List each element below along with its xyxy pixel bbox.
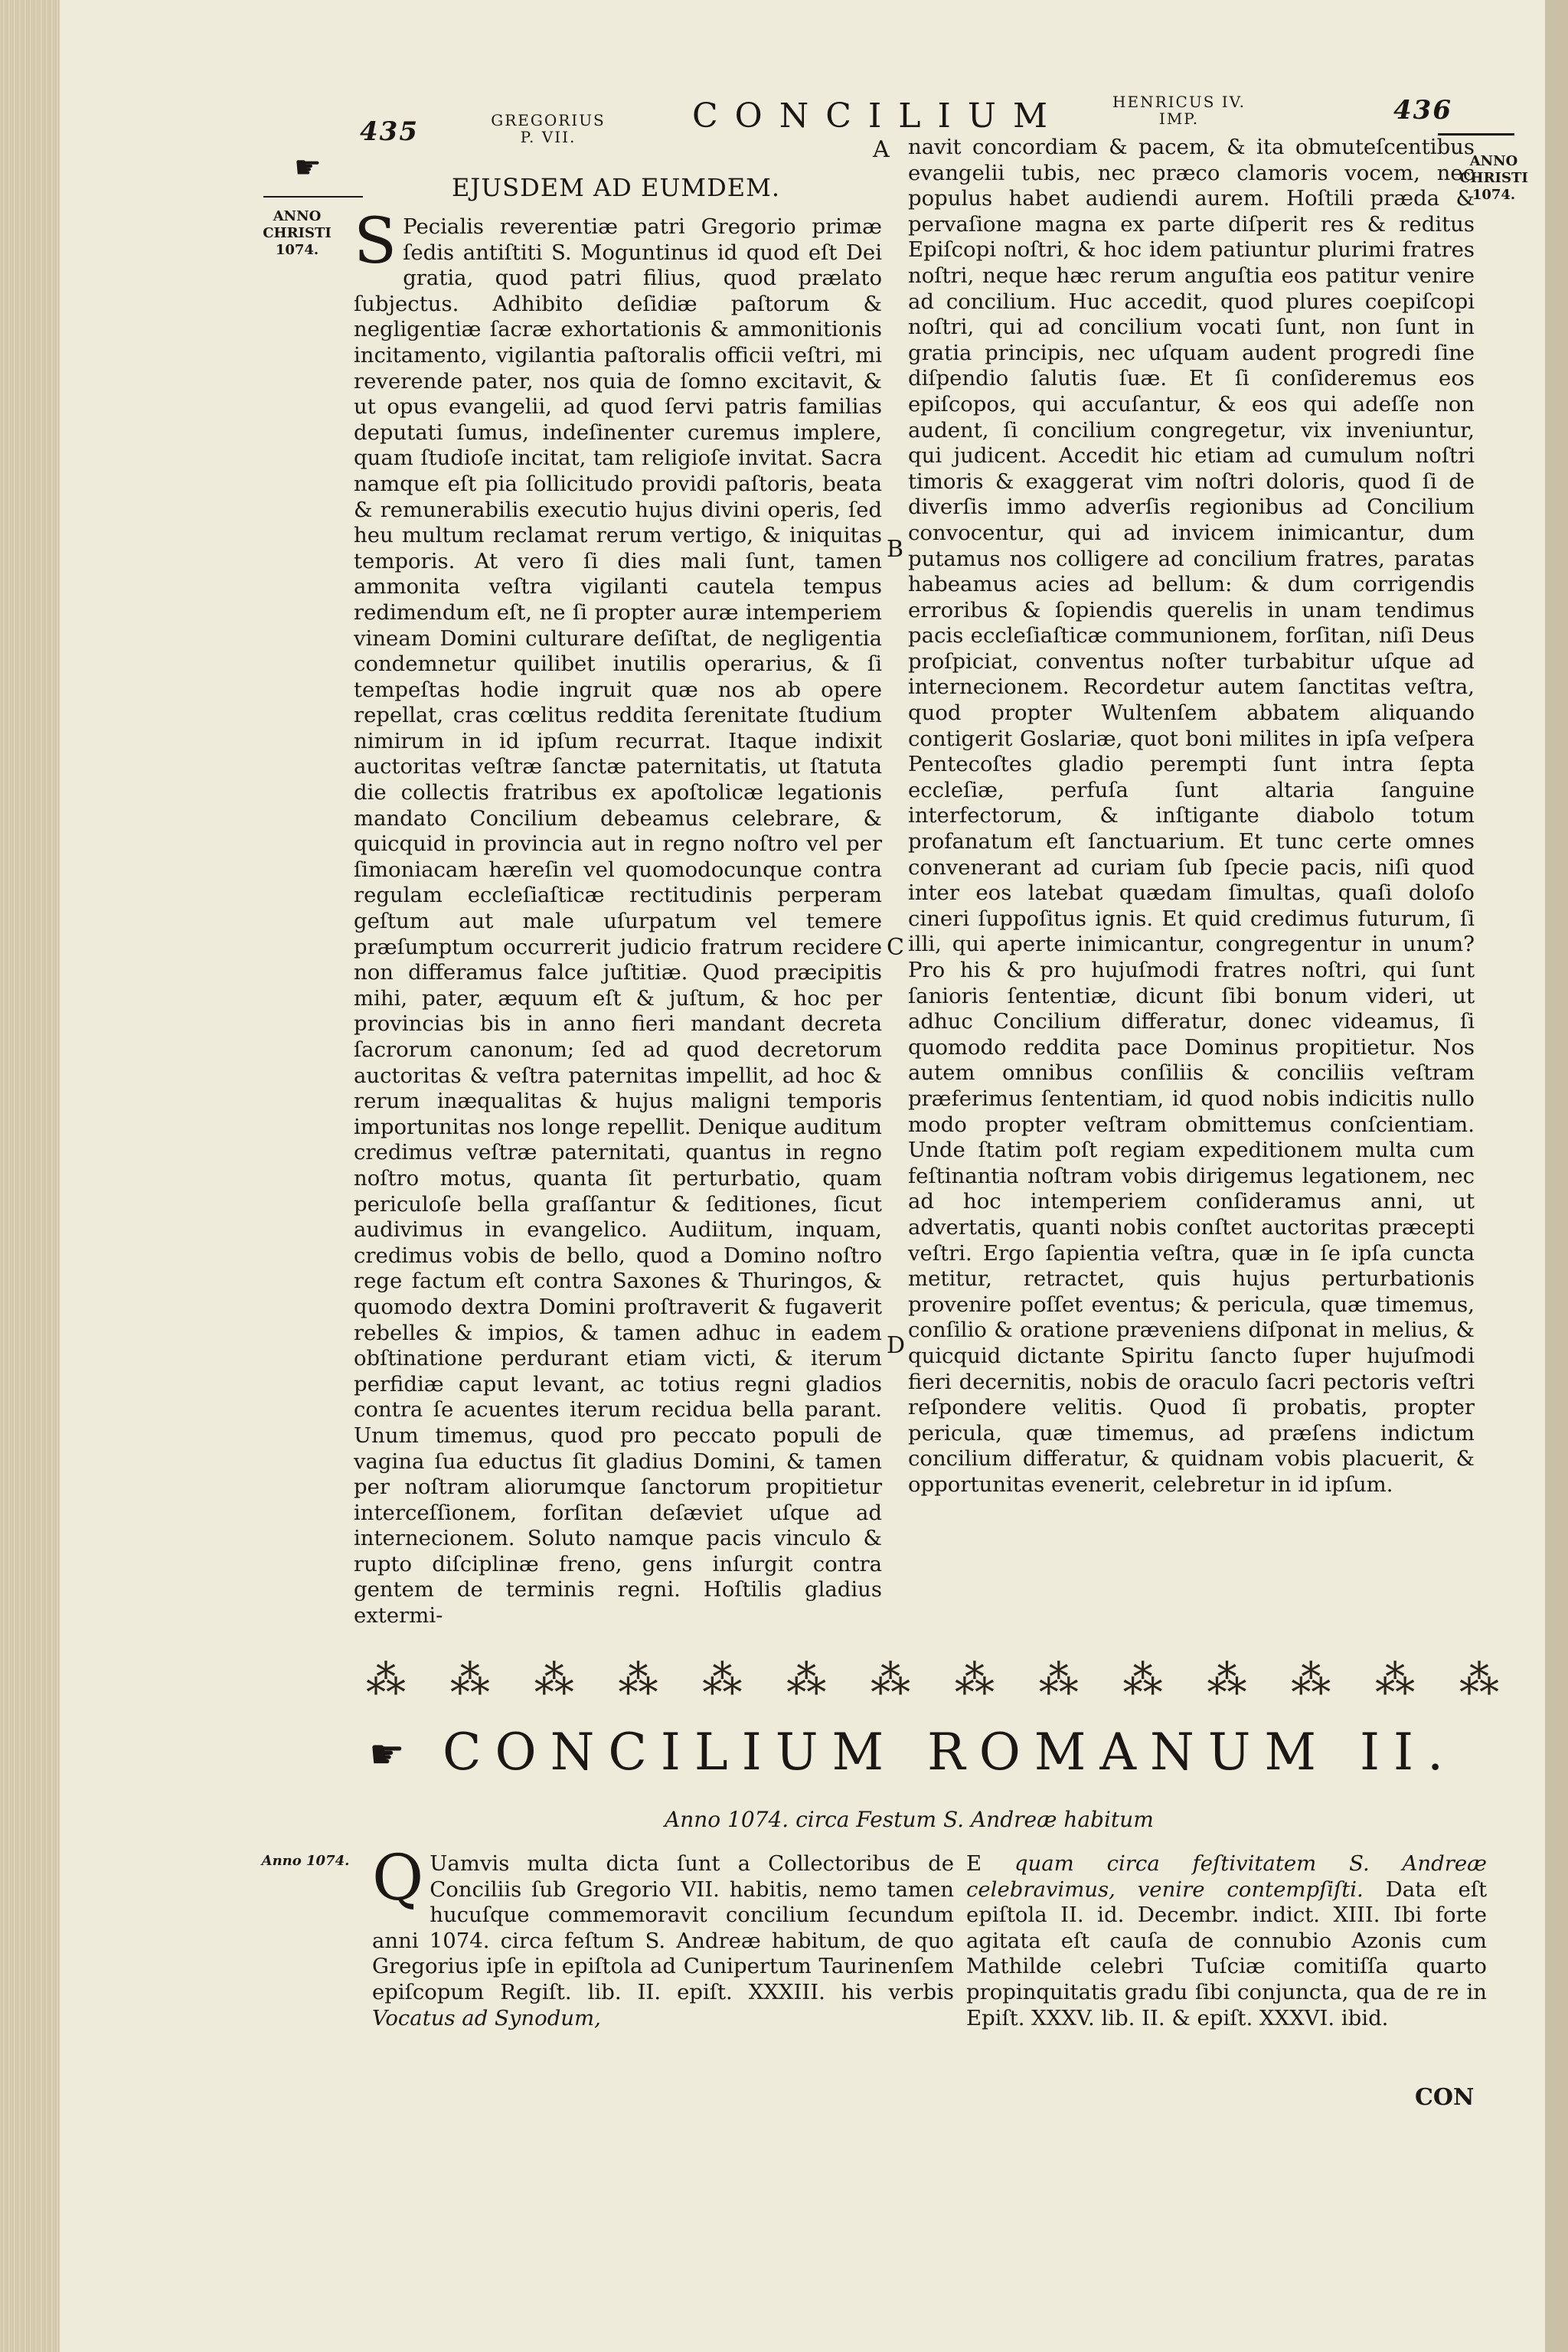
section-letter-a: A	[873, 136, 890, 163]
ornament: ⁂	[1291, 1658, 1331, 1704]
intro-right-italic: quam circa feſtivitatem S. Andreæ celebravimus, venire contempſiſti.	[966, 1851, 1487, 1902]
section-letter-c: C	[887, 934, 904, 961]
section-letter-d: D	[887, 1332, 906, 1359]
title-pointing-hand-icon: ☛	[369, 1732, 405, 1778]
ornament: ⁂	[1459, 1658, 1499, 1704]
intro-drop-cap: Q	[372, 1842, 424, 1915]
catchword: CON	[1415, 2084, 1475, 2111]
book-page-edges	[0, 0, 61, 2352]
letter-left-text: Pecialis reverentiæ patri Gregorio primæ ſedis antiſtiti S. Moguntinus id quod eſt Dei gratia, quod patri filius, quod prælato ſubjectus. Adhibito deſidiæ paſtorum & negligentiæ ſacræ exhortationis & ammonitionis incitamento, vigilantia paſtoralis officii veſtri, mi reverende pater, nos quia de ſomno excitavit, & ut opus evangelii, ad quod ſervi patris familias deputati ſumus, indeſinenter curemus implere, quam ſtudioſe incitat, tam religioſe invitat. Sacra namque eſt pia ſollicitudo providi paſtoris, beata & remunerabilis executio hujus divini operis, ſed heu multum reclamat rerum vertigo, & iniquitas temporis. At vero ſi dies mali ſunt, tamen ammonita veſtra vigilanti cautela tempus redimendum eſt, ne ſi propter auræ intemperiem vineam Domini culturare deſiſtat, de negligentia condemnetur quilibet inutilis operarius, & ſi tempeſtas hodie ingruit quæ nos ab opere repellat, cras cœlitus reddita ſerenitate ſtudium nimirum in id ipſum recurrat. Itaque indixit auctoritas veſtræ ſanctæ paternitatis, ut ſtatuta die collectis fratribus ex apoſtolicæ legationis mandato Concilium debeamus celebrare, & quicquid in provincia aut in regno noſtro vel per ſimoniacam hæreſin vel quomodocunque contra regulam eccleſiaſticæ rectitudinis perperam geſtum aut male uſurpatum vel temere præſumptum occurrerit judicio fratrum recidere non differamus falce juſtitiæ. Quod præcipitis mihi, pater, æquum eſt & juſtum, & hoc per provincias bis in anno fieri mandant decreta ſacrorum canonum; ſed ad quod decretorum auctoritas & veſtra paternitas impellit, ad hoc & rerum inæqualitas & hujus maligni temporis importunitas nos longe repellit. Denique auditum credimus veſtræ paternitati, quantus in regno noſtro motus, quanta ſit perturbatio, quam periculoſe bella graſſantur & ſeditiones, ſicut audivimus in evangelico. Audiitum, inquam, credimus vobis de bello, quod a Domino noſtro rege factum eſt contra Saxones & Thuringos, & quomodo dextra Domini proſtraverit & fugaverit rebelles & impios, & tamen adhuc in eadem obſtinatione perdurant etiam victi, & iterum perfidiæ caput levant, ac totius regni gladios contra ſe acuentes iterum recidua bella parant. Unum timemus, quod pro peccato populi de vagina ſua eductus ſit gladius Domini, & tamen per noſtram aliorumque ſanctorum propitietur interceſſionem, forſitan deſæviet uſque ad internecionem. Soluto namque pacis vinculo & rupto diſciplinæ freno, gens inſurgit contra gentem de terminis regni. Hoſtilis gladius extermi-	[354, 214, 882, 1628]
ornament: ⁂	[1122, 1658, 1163, 1704]
section-letter-b: B	[887, 536, 904, 563]
letter-left-column	[354, 205, 882, 1638]
margin-rule	[263, 196, 363, 198]
ornament: ⁂	[1375, 1658, 1416, 1704]
intro-left-tail: Vocatus ad Synodum,	[372, 2005, 601, 2030]
running-head-left: GREGORIUS P. VII.	[491, 111, 606, 146]
next-page-edge	[1545, 0, 1568, 2352]
ornament: ⁂	[534, 1658, 574, 1704]
ornament: ⁂	[702, 1658, 743, 1704]
intro-left-column	[372, 1842, 954, 2081]
ornament: ⁂	[871, 1658, 911, 1704]
intro-right-column	[966, 1851, 1487, 2081]
letter-right-column	[908, 135, 1475, 1605]
anno-christi-margin-left: ANNO CHRISTI 1074.	[263, 208, 332, 258]
drop-cap: S	[354, 205, 397, 278]
intro-left-text: Uamvis multa dicta ſunt a Collectoribus de Conciliis ſub Gregorio VII. habitis, nemo tamen hucuſque commemoravit concilium ſecundum anni 1074. circa feſtum S. Andreæ habitum, de quo Gregorius ipſe in epiſtola ad Cunipertum Taurinenſem epiſcopum Regiſt. lib. II. epiſt. XXXIII. his verbis	[372, 1851, 954, 2004]
ornament: ⁂	[449, 1658, 490, 1704]
pointing-hand-icon: ☛	[294, 150, 322, 185]
anno-margin-lower: Anno 1074.	[261, 1853, 350, 1869]
section-heading: EJUSDEM AD EUMDEM.	[452, 173, 781, 202]
ornament: ⁂	[1207, 1658, 1247, 1704]
intro-right-text: Data eſt epiſtola II. id. Decembr. indict. XIII. Ibi forte agitata eſt cauſa de connubio Azonis cum Mathilde celebri Tuſciæ comitiſſa quarto propinquitatis gradu ſibi conjuncta, qua de re in Epiſt. XXXV. lib. II. & epiſt. XXXVI. ibid.	[966, 1877, 1488, 2030]
intro-right-lead-letter: E	[966, 1851, 982, 1876]
ornament: ⁂	[786, 1658, 827, 1704]
subtitle: Anno 1074. circa Festum S. Andreæ habitum	[665, 1807, 1154, 1832]
page-number-right: 436	[1393, 95, 1452, 126]
book-page	[60, 0, 1545, 2352]
ornament: ⁂	[954, 1658, 995, 1704]
main-title: CONCILIUM ROMANUM II.	[443, 1723, 1458, 1782]
ornament-band	[366, 1654, 1499, 1707]
ornament: ⁂	[366, 1658, 406, 1704]
page-number-left: 435	[360, 116, 419, 147]
ornament: ⁂	[618, 1658, 658, 1704]
letter-right-text: navit concordiam & pacem, & ita obmuteſcentibus evangelii tubis, nec præco clamoris vocem, nec populus habet audiendi aurem. Hoſtili præda & pervaſione magna ex parte diſperit res & reditus Epiſcopi noſtri, & hoc idem patiuntur plurimi fratres noſtri, neque hæc rerum anguſtia eos patitur venire ad concilium. Huc accedit, quod plures coepiſcopi noſtri, qui ad concilium vocati ſunt, non ſunt in gratia principis, nec uſquam audent progredi ſine diſpendio ſalutis ſuæ. Et ſi conſideremus eos epiſcopos, qui accuſantur, & eos qui adeſſe non audent, ſi concilium congregetur, vix inveniuntur, qui judicent. Accedit hic etiam ad cumulum noſtri timoris & exaggerat vim noſtri doloris, quod ſi de diverſis immo adverſis regionibus ad Concilium convocentur, qui ad invicem inimicantur, dum putamus nos colligere ad concilium fratres, paratas habeamus acies ad bellum: & dum corrigendis erroribus & ſopiendis querelis in unam tendimus pacis eccleſiaſticæ communionem, forſitan, niſi Deus proſpiciat, conventus noſter turbabitur uſque ad internecionem. Recordetur autem ſanctitas veſtra, quod propter Wultenſem abbatem aliquando contigerit Goslariæ, quot boni milites in ipſa veſpera Pentecoſtes gladio perempti ſunt intra ſepta eccleſiæ, perfuſa ſunt altaria ſanguine interfectorum, & inſtigante diabolo totum profanatum eſt ſanctuarium. Et tunc certe omnes convenerant ad curiam ſub ſpecie pacis, niſi quod inter eos latebat quædam ſimultas, quaſi doloſo cineri ſuppoſitus ignis. Et quid credimus futurum, ſi illi, qui aperte inimicantur, congregentur in unum? Pro his & pro hujuſmodi fratres noſtri, qui ſunt ſanioris ſententiæ, dicunt ſibi bonum videri, ut adhuc Concilium differatur, donec videamus, ſi quomodo reddita pace Dominus propitietur. Nos autem omnibus conſiliis & conciliis veſtram præferimus ſententiam, id quod nobis indicitis nullo modo propter veſtram obmittemus conſcientiam. Unde ſtatim poſt regiam expeditionem multa cum feſtinantia noſtram vobis dirigemus legationem, nec ad hoc intemperiem conſideramus anni, ut advertatis, quanti nobis conſtet auctoritas præcepti veſtri. Ergo ſapientia veſtra, quæ in ſe ipſa cuncta metitur, retractet, quis hujus perturbationis provenire poſſet eventus; & pericula, quæ timemus, conſilio & oratione præveniens diſponat in melius, & quicquid dictante Spiritu ſancto ſuper hujuſmodi fieri decernitis, nobis de oraculo ſacri pectoris veſtri reſpondere velitis. Quod ſi probatis, propter pericula, quæ timemus, ad præſens indictum concilium differatur, & quidnam vobis placuerit, & opportunitas evenerit, celebretur in id ipſum.	[908, 135, 1475, 1497]
ornament: ⁂	[1038, 1658, 1079, 1704]
anno-christi-margin-right: ANNO CHRISTI 1074.	[1459, 153, 1528, 203]
running-head-right: HENRICUS IV. IMP.	[1112, 93, 1246, 128]
running-head-center: CONCILIUM	[692, 96, 1065, 136]
